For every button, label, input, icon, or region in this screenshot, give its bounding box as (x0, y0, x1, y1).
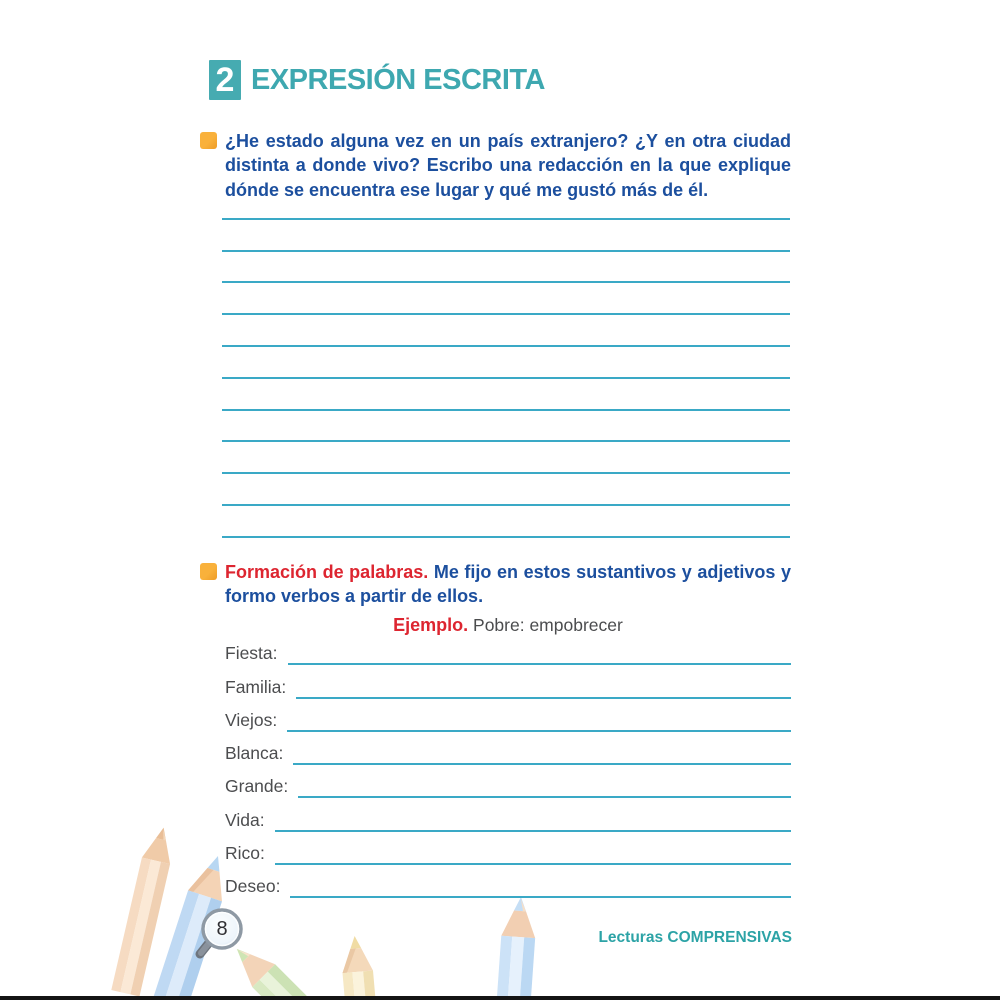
word-row (225, 832, 791, 865)
word-row (225, 665, 791, 698)
answer-line (288, 655, 791, 665)
writing-line (222, 347, 790, 379)
answer-line (290, 888, 791, 898)
word-label: Familia: (225, 676, 287, 697)
word-label: Blanca: (225, 743, 284, 764)
exercise2-prompt (225, 560, 791, 609)
word-label: Vida: (225, 809, 265, 830)
word-label: Deseo: (225, 876, 281, 897)
writing-line (222, 474, 790, 506)
exercise-word-formation (225, 560, 791, 609)
writing-lines (222, 188, 790, 538)
unit-number-badge: 2 (209, 60, 241, 100)
answer-line (275, 855, 791, 865)
writing-line (222, 315, 790, 347)
word-row (225, 798, 791, 831)
writing-line (222, 220, 790, 252)
example-text: Pobre: empobrecer (473, 615, 623, 635)
page-title: EXPRESIÓN ESCRITA (251, 64, 545, 96)
footer-brand-prefix: Lecturas (598, 929, 664, 946)
word-label: Rico: (225, 843, 265, 864)
word-label: Fiesta: (225, 643, 278, 664)
word-row (225, 765, 791, 798)
word-row (225, 732, 791, 765)
word-row (225, 632, 791, 665)
page-number-marker (194, 902, 250, 960)
word-list (225, 632, 791, 898)
pencil-cream-icon (336, 927, 384, 1000)
word-label: Viejos: (225, 709, 278, 730)
word-row (225, 699, 791, 732)
footer-brand-name: COMPRENSIVAS (667, 929, 792, 946)
writing-line (222, 252, 790, 284)
answer-line (275, 822, 791, 832)
answer-line (293, 755, 791, 765)
pencil-blue-right-icon (489, 896, 541, 1000)
writing-line (222, 506, 790, 538)
answer-line (296, 689, 791, 699)
exercise1-prompt: ¿He estado alguna vez en un país extranjero? ¿Y en otra ciudad distinta a donde vivo? Escribo una redacción en la que explique dónde se encuentra ese lugar y qué me gustó más de él. (225, 131, 791, 200)
exercise-writing (225, 129, 791, 202)
answer-line (287, 722, 791, 732)
orange-bullet-icon (200, 563, 217, 580)
word-label: Grande: (225, 776, 289, 797)
word-row (225, 865, 791, 898)
writing-line (222, 442, 790, 474)
writing-line (222, 283, 790, 315)
exercise2-lead: Formación de palabras. (225, 562, 429, 582)
writing-line (222, 411, 790, 443)
page-bottom-edge (0, 996, 1000, 1000)
example-label: Ejemplo. (393, 615, 469, 635)
page-number: 8 (216, 918, 228, 940)
answer-line (298, 788, 791, 798)
footer-brand (598, 929, 792, 947)
orange-bullet-icon (200, 132, 217, 149)
writing-line (222, 379, 790, 411)
unit-header (209, 60, 545, 100)
exercise2-instructions: Me fijo en estos sustantivos y adjetivos y formo verbos a partir de ellos. (225, 562, 792, 607)
